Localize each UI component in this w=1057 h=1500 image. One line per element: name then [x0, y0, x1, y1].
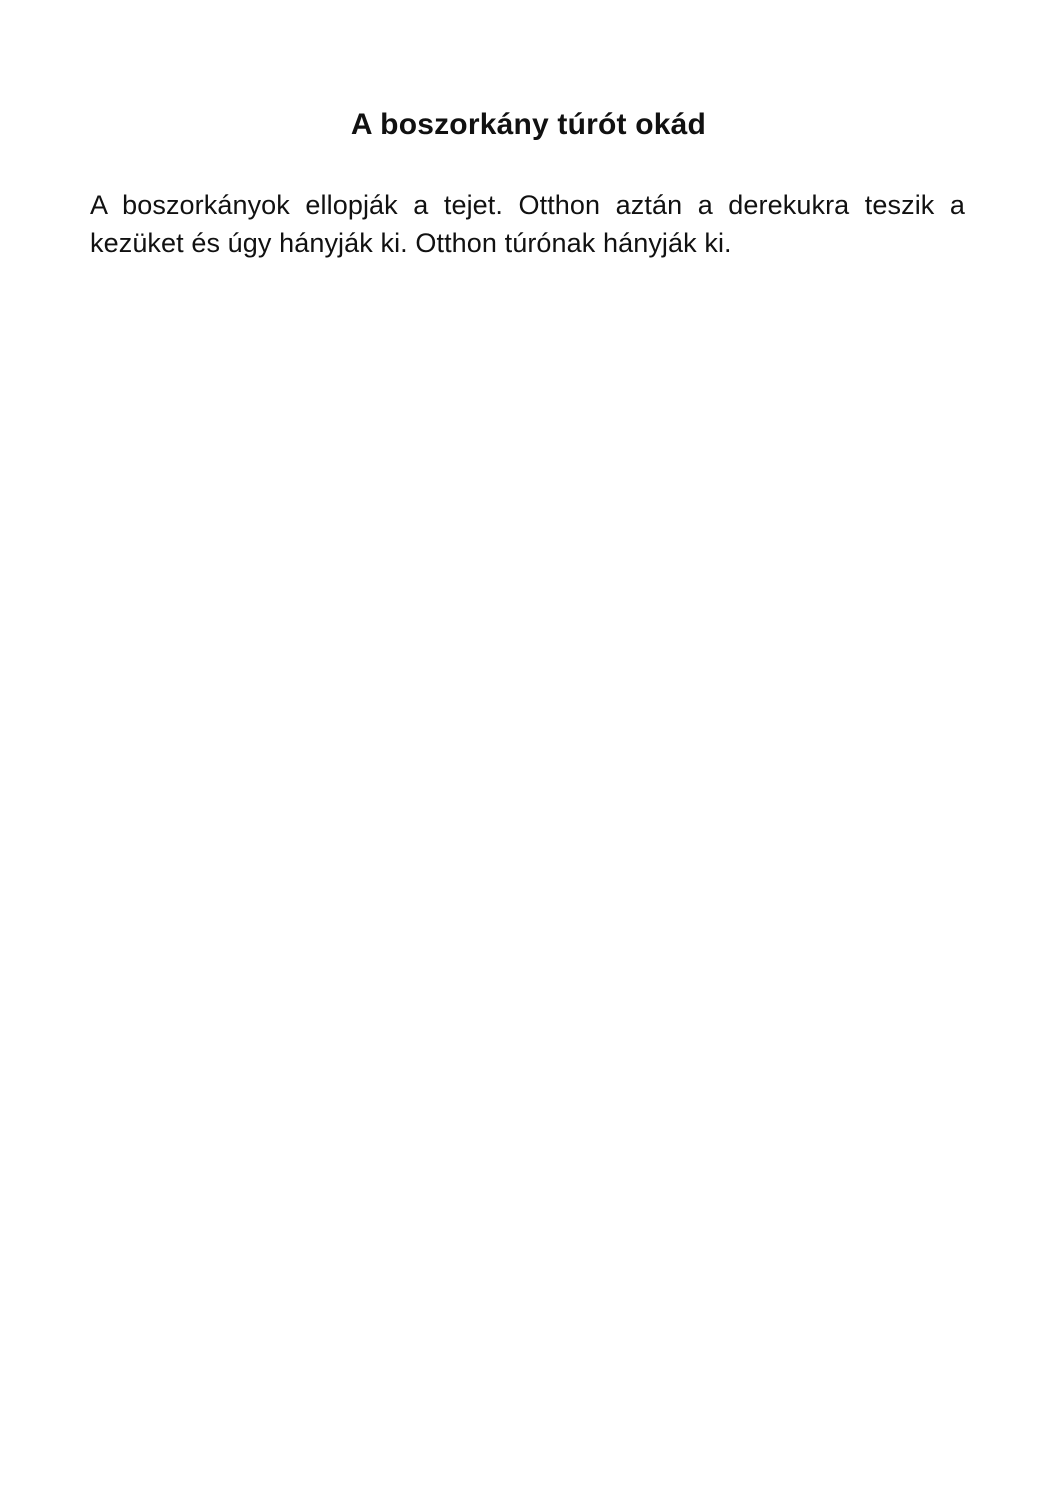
document-title: A boszorkány túrót okád	[350, 108, 707, 141]
document-paragraph: A boszorkányok ellopják a tejet. Otthon aztán a derekukra teszik a kezüket és úgy hányják ki. Otthon túrónak hányják ki.	[90, 190, 965, 258]
